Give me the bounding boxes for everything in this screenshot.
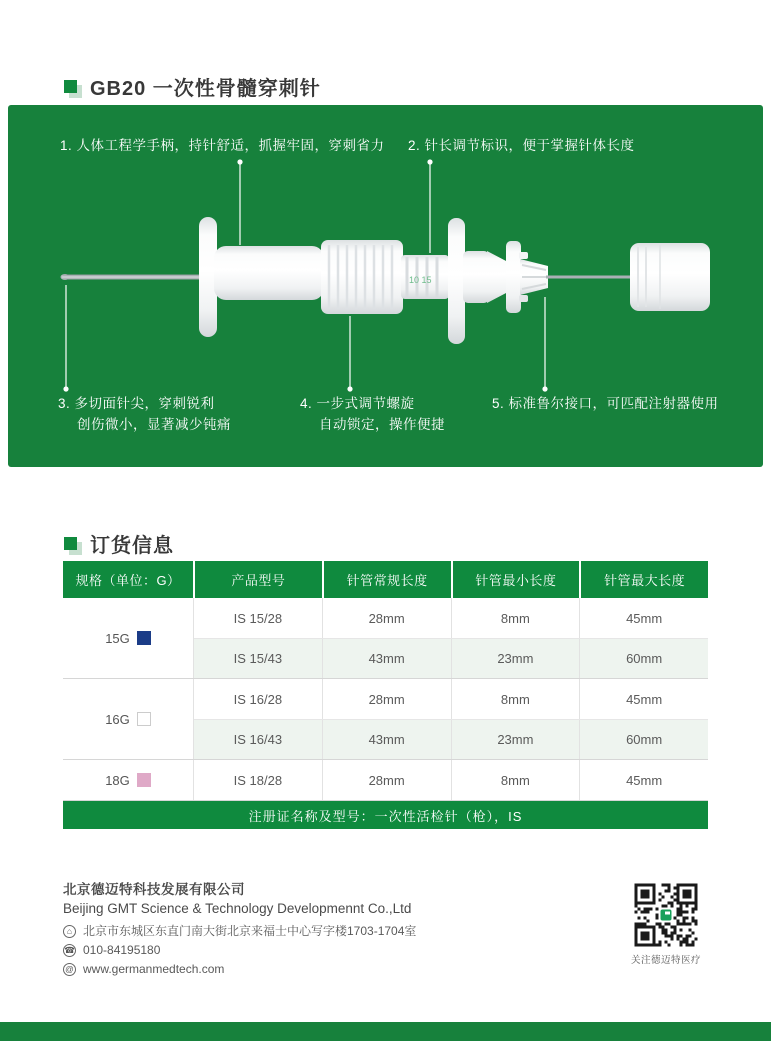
table-body [63, 598, 708, 801]
table-row [194, 679, 708, 719]
table-header-cell: 规格（单位：G） [63, 561, 193, 598]
order-table [63, 561, 708, 829]
company-block [63, 878, 416, 979]
table-cell: 45mm [579, 760, 708, 800]
table-cell: IS 16/43 [233, 732, 283, 747]
scale-marks-text: 10 15 [409, 275, 432, 285]
order-title-row [64, 529, 174, 558]
table-row [194, 719, 708, 759]
feature-5 [492, 393, 719, 414]
table-cell: 23mm [451, 720, 580, 759]
table-cell: 60mm [579, 720, 708, 759]
table-group [63, 679, 708, 760]
company-address: 北京市东城区东直门南大街北京来福士中心写字楼1703-1704室 [83, 924, 417, 938]
gauge-cell [63, 598, 193, 678]
table-cell: IS 15/43 [233, 651, 283, 666]
table-header-cell: 针管常规长度 [322, 561, 451, 598]
handle-barrel [214, 246, 324, 300]
table-cell: 28mm [322, 679, 451, 719]
gauge-label: 16G [105, 711, 130, 727]
qr-code [633, 882, 699, 948]
hub [463, 251, 489, 303]
product-title: GB20 一次性骨髓穿刺针 [90, 78, 321, 100]
section-bullet-icon [64, 537, 78, 551]
table-cell: 8mm [451, 760, 580, 800]
section-bullet-icon [64, 80, 78, 94]
company-website: www.germanmedtech.com [83, 962, 225, 976]
group-rows [193, 679, 708, 759]
table-header-row [63, 561, 708, 598]
table-cell: 60mm [579, 639, 708, 678]
gauge-cell [63, 679, 193, 759]
table-cell: 28mm [322, 598, 451, 638]
table-cell: 43mm [322, 639, 451, 678]
order-title: 订货信息 [90, 535, 174, 557]
gauge-cell [63, 760, 193, 800]
table-cell: 43mm [322, 720, 451, 759]
company-name-en: Beijing GMT Science & Technology Developmennt Co.,Ltd [63, 901, 412, 916]
gauge-label: 15G [105, 630, 130, 646]
table-cell: 8mm [451, 679, 580, 719]
table-header-cell: 产品型号 [193, 561, 322, 598]
length-scale-screw [401, 255, 449, 299]
qr-block [631, 882, 701, 966]
gauge-label: 18G [105, 772, 130, 788]
luer-thread-tip [520, 259, 548, 295]
bottom-green-bar [0, 1022, 771, 1041]
needle-shaft [61, 274, 219, 280]
feature-3-text: 3. 多切面针尖，穿刺锐利 [58, 396, 215, 411]
table-cell: IS 18/28 [233, 772, 283, 788]
table-row [194, 638, 708, 678]
company-phone-row [63, 941, 416, 960]
feature-3-text-2: 创伤微小，显著减少钝痛 [77, 417, 231, 432]
feature-4-text: 4. 一步式调节螺旋 [300, 396, 415, 411]
adjuster-knob [321, 240, 403, 314]
table-cell: IS 16/28 [233, 691, 283, 707]
company-phone: 010-84195180 [83, 943, 161, 957]
feature-5-text: 5. 标准鲁尔接口，可匹配注射器使用 [492, 396, 719, 411]
gauge-color-swatch [137, 712, 151, 726]
group-rows [193, 760, 708, 800]
table-cell: 23mm [451, 639, 580, 678]
table-row [194, 760, 708, 800]
table-cell: 45mm [579, 598, 708, 638]
table-cell: IS 15/28 [233, 610, 283, 626]
table-header-cell: 针管最大长度 [579, 561, 708, 598]
end-cap [630, 243, 710, 311]
feature-1 [60, 135, 385, 156]
product-title-row [64, 72, 321, 101]
address-icon: ⌂ [63, 925, 76, 938]
group-rows [193, 598, 708, 678]
website-icon: @ [63, 963, 76, 976]
company-name-cn: 北京德迈特科技发展有限公司 [63, 882, 245, 897]
company-website-row [63, 960, 416, 979]
feature-2 [408, 135, 635, 156]
table-group [63, 598, 708, 679]
feature-1-text: 1. 人体工程学手柄，持针舒适，抓握牢固，穿刺省力 [60, 138, 385, 153]
table-footer-row: 注册证名称及型号：一次性活检针（枪），IS [63, 801, 708, 829]
feature-2-text: 2. 针长调节标识，便于掌握针体长度 [408, 138, 635, 153]
feature-4 [300, 393, 445, 435]
depth-stop-flange [448, 218, 465, 344]
table-header-cell: 针管最小长度 [451, 561, 580, 598]
feature-3 [58, 393, 231, 435]
table-row [194, 598, 708, 638]
gauge-color-swatch [137, 631, 151, 645]
feature-panel [8, 105, 763, 467]
table-cell: 28mm [322, 760, 451, 800]
stylet-needle [546, 276, 634, 279]
phone-icon: ☎ [64, 945, 75, 956]
table-group [63, 760, 708, 801]
company-address-row [63, 922, 416, 941]
feature-4-text-2: 自动锁定，操作便捷 [319, 417, 445, 432]
table-cell: 8mm [451, 598, 580, 638]
table-cell: 45mm [579, 679, 708, 719]
gauge-color-swatch [137, 773, 151, 787]
qr-caption: 关注德迈特医疗 [631, 955, 702, 966]
